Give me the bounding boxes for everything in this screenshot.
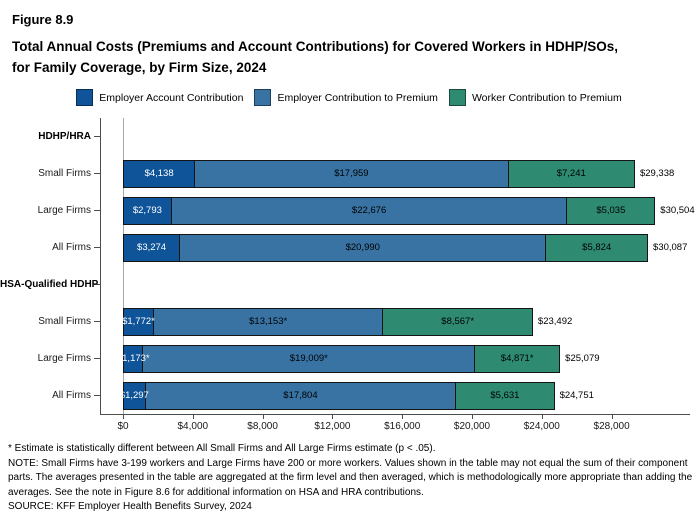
bar-segment: [143, 345, 475, 373]
figure-title-line-1: Total Annual Costs (Premiums and Account Contributions) for Covered Workers in HDHP/SOs,: [12, 39, 619, 54]
x-axis-tick-label: $8,000: [247, 421, 278, 432]
legend-swatch: [76, 89, 93, 106]
bar-total-label: $30,504: [660, 204, 695, 216]
figure-title-line-2: for Family Coverage, by Firm Size, 2024: [12, 60, 267, 75]
bar-segment: [456, 382, 554, 410]
title-block: [0, 0, 698, 78]
legend-swatch: [449, 89, 466, 106]
x-axis-tick: [542, 414, 543, 419]
y-axis-tick: [94, 321, 100, 322]
group-header-label: HSA-Qualified HDHP: [0, 278, 99, 290]
bar-row: [123, 308, 533, 336]
x-axis-tick-label: $24,000: [523, 421, 560, 432]
footnote-source: SOURCE: KFF Employer Health Benefits Survey, 2024: [8, 501, 252, 512]
y-axis-tick: [94, 136, 100, 137]
bar-segment: [509, 160, 635, 188]
segment-value-label: $17,804: [283, 390, 318, 401]
bar-segment: [123, 234, 180, 262]
segment-value-label: $4,871*: [500, 353, 534, 364]
y-axis-tick: [94, 358, 100, 359]
x-axis-tick: [123, 414, 124, 419]
category-label: Small Firms: [38, 167, 91, 179]
bar-total-label: $30,087: [653, 241, 688, 253]
legend: [0, 89, 698, 106]
segment-value-label: $1,173*: [116, 353, 150, 364]
legend-item: [76, 89, 243, 106]
x-axis-tick: [472, 414, 473, 419]
category-label: All Firms: [52, 389, 91, 401]
bar-total-label: $23,492: [537, 315, 573, 327]
category-label: Large Firms: [37, 204, 91, 216]
x-axis-tick-label: $20,000: [453, 421, 491, 432]
figure-number: Figure 8.9: [12, 12, 74, 27]
bar-segment: [383, 308, 532, 336]
bar-segment: [567, 197, 655, 225]
segment-value-label: $19,009*: [289, 353, 328, 364]
bar-segment: [146, 382, 457, 410]
bar-total-label: $24,751: [559, 389, 594, 401]
x-axis-tick-label: $12,000: [314, 421, 351, 432]
category-label: All Firms: [52, 241, 91, 253]
x-axis-tick-label: $28,000: [593, 421, 630, 432]
category-label: Large Firms: [37, 352, 91, 364]
segment-value-label: $3,274: [137, 242, 167, 253]
bar-segment: [154, 308, 384, 336]
bar-row: [123, 160, 635, 188]
stacked-bar-chart: [0, 118, 698, 436]
bar-total-label: $25,079: [565, 352, 600, 364]
bar-row: [116, 345, 560, 373]
bar-segment: [180, 234, 546, 262]
legend-label: Employer Contribution to Premium: [277, 91, 438, 104]
legend-label: Worker Contribution to Premium: [471, 91, 622, 104]
group-header-label: HDHP/HRA: [38, 130, 91, 142]
bar-segment: [123, 197, 172, 225]
bar-segment: [475, 345, 560, 373]
footnote-star: * Estimate is statistically different between All Small Firms and All Large Firms estimate (p < .05).: [8, 443, 436, 454]
legend-swatch: [254, 89, 271, 106]
x-axis-tick-label: $0: [117, 421, 129, 432]
segment-value-label: $13,153*: [249, 316, 288, 327]
segment-value-label: $8,567*: [441, 316, 475, 327]
bar-segment: [172, 197, 568, 225]
x-axis-line: [100, 414, 690, 415]
y-axis-tick: [94, 247, 100, 248]
x-axis-tick-label: $16,000: [384, 421, 421, 432]
bar-segment: [119, 382, 149, 410]
y-axis-tick: [94, 173, 100, 174]
segment-value-label: $4,138: [144, 168, 174, 179]
legend-label: Employer Account Contribution: [99, 91, 244, 104]
segment-value-label: $7,241: [556, 168, 586, 179]
segment-value-label: $20,990: [345, 242, 380, 253]
x-axis-tick: [332, 414, 333, 419]
footnotes: [8, 442, 694, 515]
segment-value-label: $5,631: [490, 390, 520, 401]
bar-segment: [123, 160, 195, 188]
segment-value-label: $1,772*: [122, 316, 155, 327]
segment-value-label: $2,793: [132, 205, 162, 216]
bar-row: [123, 197, 655, 225]
segment-value-label: $22,676: [351, 205, 387, 216]
bar-row: [119, 382, 555, 410]
x-axis-tick: [193, 414, 194, 419]
segment-value-label: $17,959: [334, 168, 369, 179]
segment-value-label: $5,824: [582, 242, 612, 253]
bar-segment: [116, 345, 150, 373]
bar-segment: [123, 308, 154, 336]
segment-value-label: $1,297: [119, 390, 149, 401]
category-label: Small Firms: [38, 315, 91, 327]
x-axis-tick-label: $4,000: [177, 421, 209, 432]
legend-item: [449, 89, 622, 106]
y-axis-tick: [94, 395, 100, 396]
footnote-note: NOTE: Small Firms have 3-199 workers and Large Firms have 200 or more workers. Values shown in the table may not equal the sum of their component parts. The averages presented in the table are aggregated at the firm level and then averaged, which is methodologically more appropriate than adding the averages. See the note in Figure 8.6 for additional information on HSA and HRA contributions.: [8, 457, 693, 498]
x-axis-tick: [612, 414, 613, 419]
segment-value-label: $5,035: [596, 205, 626, 216]
x-axis-tick: [402, 414, 403, 419]
bar-row: [123, 234, 648, 262]
y-axis-tick: [94, 210, 100, 211]
bar-total-label: $29,338: [639, 167, 675, 179]
bar-segment: [195, 160, 508, 188]
y-axis-line: [100, 118, 101, 414]
x-axis-tick: [263, 414, 264, 419]
legend-item: [254, 89, 437, 106]
bar-segment: [546, 234, 648, 262]
